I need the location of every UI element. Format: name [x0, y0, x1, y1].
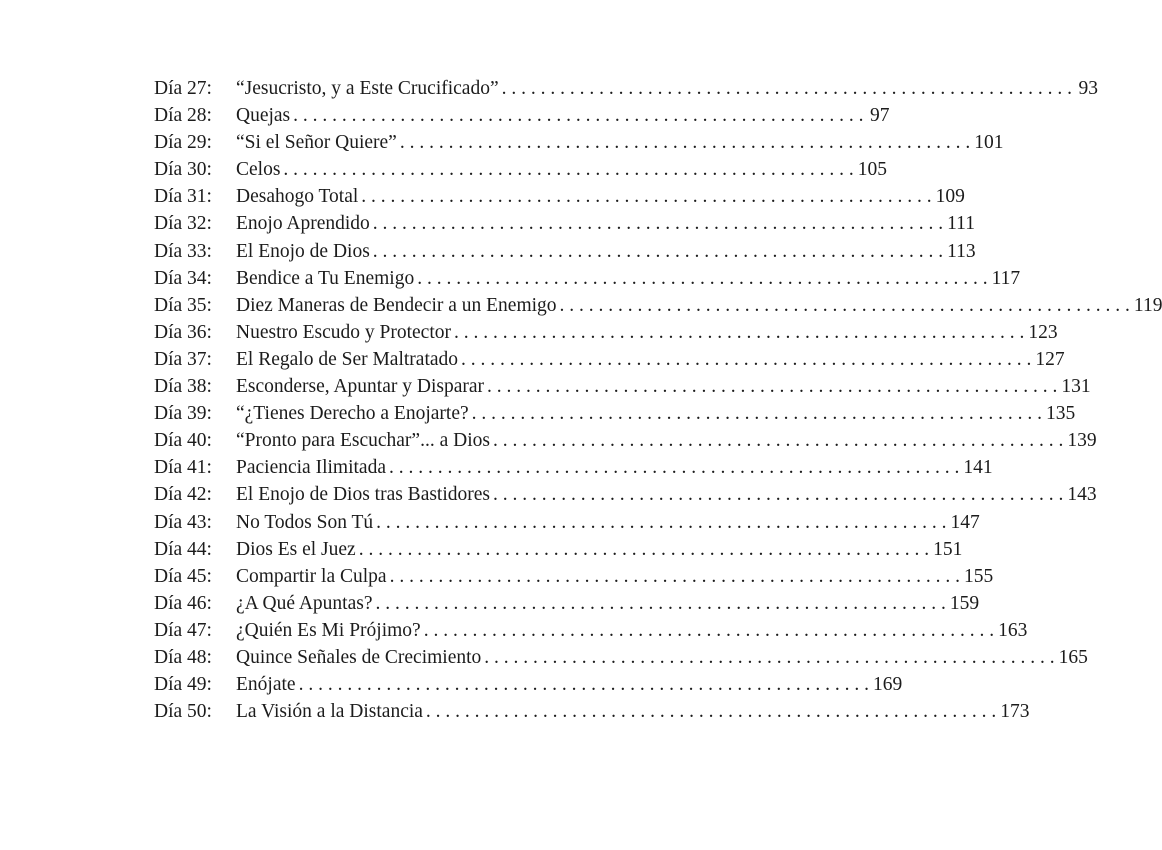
day-label: Día 48:	[154, 646, 212, 668]
chapter-title: Paciencia Ilimitada	[236, 457, 386, 479]
chapter-title: “Jesucristo, y a Este Crucificado”	[236, 78, 499, 99]
chapter-title: Compartir la Culpa	[236, 565, 387, 587]
page-number: 109	[935, 186, 965, 208]
page-number: 135	[1046, 403, 1076, 425]
toc-entry	[154, 481, 1097, 508]
page-number: 97	[870, 105, 890, 127]
day-label: Día 30:	[154, 159, 212, 181]
chapter-title: Diez Maneras de Bendecir a un Enemigo	[236, 294, 557, 316]
dot-leader	[290, 102, 867, 129]
table-of-contents	[154, 75, 1162, 725]
dot-leader	[557, 292, 1134, 319]
page-number: 131	[1061, 376, 1091, 398]
toc-entry	[154, 617, 1028, 644]
page-number: 111	[947, 213, 975, 235]
page-number: 113	[947, 240, 976, 262]
dot-leader	[296, 671, 873, 698]
page-number: 117	[991, 267, 1021, 289]
page-number: 105	[857, 159, 888, 181]
toc-entry	[154, 671, 903, 698]
dot-leader	[490, 427, 1067, 454]
chapter-title: Nuestro Escudo y Protector	[236, 321, 451, 343]
dot-leader	[423, 698, 1000, 725]
toc-entry	[154, 156, 888, 183]
day-label: Día 44:	[154, 538, 212, 560]
day-label: Día 45:	[154, 565, 212, 587]
dot-leader	[356, 536, 933, 563]
day-label: Día 41:	[154, 457, 212, 479]
chapter-title: “Si el Señor Quiere”	[236, 132, 397, 154]
chapter-title: La Visión a la Distancia	[236, 701, 423, 723]
dot-leader	[481, 644, 1058, 671]
dot-leader	[469, 400, 1046, 427]
chapter-title: Celos	[236, 159, 281, 181]
day-label: Día 37:	[154, 348, 212, 370]
day-label: Día 38:	[154, 376, 212, 398]
day-label: Día 34:	[154, 267, 212, 289]
dot-leader	[414, 265, 991, 292]
dot-leader	[370, 238, 947, 265]
day-label: Día 29:	[154, 132, 212, 154]
day-label: Día 36:	[154, 321, 212, 343]
page-number: 169	[872, 674, 903, 696]
dot-leader	[358, 183, 935, 210]
chapter-title: Dios Es el Juez	[236, 538, 356, 560]
day-label: Día 27:	[154, 78, 212, 99]
chapter-title: Quejas	[236, 105, 291, 127]
chapter-title: “Pronto para Escuchar”... a Dios	[236, 430, 490, 452]
chapter-title: ¿A Qué Apuntas?	[236, 592, 373, 614]
day-label: Día 33:	[154, 240, 212, 262]
dot-leader	[451, 319, 1028, 346]
toc-entry	[154, 536, 963, 563]
page-number: 101	[974, 132, 1004, 154]
toc-entry	[154, 102, 890, 129]
chapter-title: El Enojo de Dios	[236, 240, 370, 262]
page-number: 141	[963, 457, 993, 479]
toc-entry	[154, 427, 1097, 454]
toc-entry	[154, 454, 993, 481]
toc-entry	[154, 509, 980, 536]
day-label: Día 35:	[154, 294, 212, 316]
day-label: Día 46:	[154, 592, 212, 614]
dot-leader	[280, 156, 857, 183]
toc-entry	[154, 644, 1088, 671]
day-label: Día 42:	[154, 484, 212, 506]
dot-leader	[372, 590, 949, 617]
chapter-title: El Regalo de Ser Maltratado	[236, 348, 459, 370]
day-label: Día 50:	[154, 701, 212, 723]
dot-leader	[397, 129, 974, 156]
day-label: Día 43:	[154, 511, 212, 533]
dot-leader	[484, 373, 1061, 400]
day-label: Día 32:	[154, 213, 212, 235]
day-label: Día 49:	[154, 674, 212, 696]
chapter-title: Esconderse, Apuntar y Disparar	[236, 376, 485, 398]
dot-leader	[421, 617, 998, 644]
chapter-title: Enójate	[236, 674, 296, 696]
toc-entry	[154, 373, 1091, 400]
dot-leader	[458, 346, 1035, 373]
toc-entry	[154, 183, 965, 210]
chapter-title: ¿Quién Es Mi Prójimo?	[236, 619, 421, 641]
dot-leader	[386, 454, 963, 481]
toc-entry	[154, 292, 1162, 319]
dot-leader	[387, 563, 964, 590]
toc-entry	[154, 129, 1004, 156]
day-label: Día 40:	[154, 430, 212, 452]
page-number: 163	[998, 619, 1028, 641]
day-label: Día 31:	[154, 186, 212, 208]
dot-leader	[490, 481, 1067, 508]
page-number: 155	[963, 565, 994, 587]
page-number: 143	[1067, 484, 1097, 506]
toc-entry	[154, 319, 1058, 346]
day-label: Día 28:	[154, 105, 212, 127]
chapter-title: “¿Tienes Derecho a Enojarte?	[236, 403, 469, 425]
chapter-title: Desahogo Total	[236, 186, 359, 208]
dot-leader	[373, 509, 950, 536]
page-number: 159	[949, 592, 980, 614]
page-number: 147	[950, 511, 980, 533]
toc-entry	[154, 210, 975, 237]
toc-entry	[154, 238, 976, 265]
day-label: Día 39:	[154, 403, 212, 425]
page-number: 139	[1067, 430, 1097, 452]
toc-entry	[154, 75, 1098, 102]
page-number: 165	[1058, 646, 1088, 668]
chapter-title: Enojo Aprendido	[236, 213, 370, 235]
day-label: Día 47:	[154, 619, 212, 641]
page-number: 119	[1133, 294, 1162, 316]
page-number: 93	[1078, 78, 1098, 99]
chapter-title: El Enojo de Dios tras Bastidores	[236, 484, 491, 506]
toc-entry	[154, 590, 980, 617]
page-number: 127	[1035, 348, 1065, 370]
page-number: 123	[1028, 321, 1058, 343]
chapter-title: Bendice a Tu Enemigo	[236, 267, 415, 289]
dot-leader	[499, 75, 1076, 102]
chapter-title: No Todos Son Tú	[236, 511, 374, 533]
toc-entry	[154, 698, 1030, 725]
toc-entry	[154, 265, 1021, 292]
page-number: 173	[1000, 701, 1030, 723]
page-number: 151	[933, 538, 963, 560]
toc-entry	[154, 563, 994, 590]
chapter-title: Quince Señales de Crecimiento	[236, 646, 482, 668]
toc-entry	[154, 346, 1065, 373]
dot-leader	[370, 210, 947, 237]
toc-entry	[154, 400, 1076, 427]
